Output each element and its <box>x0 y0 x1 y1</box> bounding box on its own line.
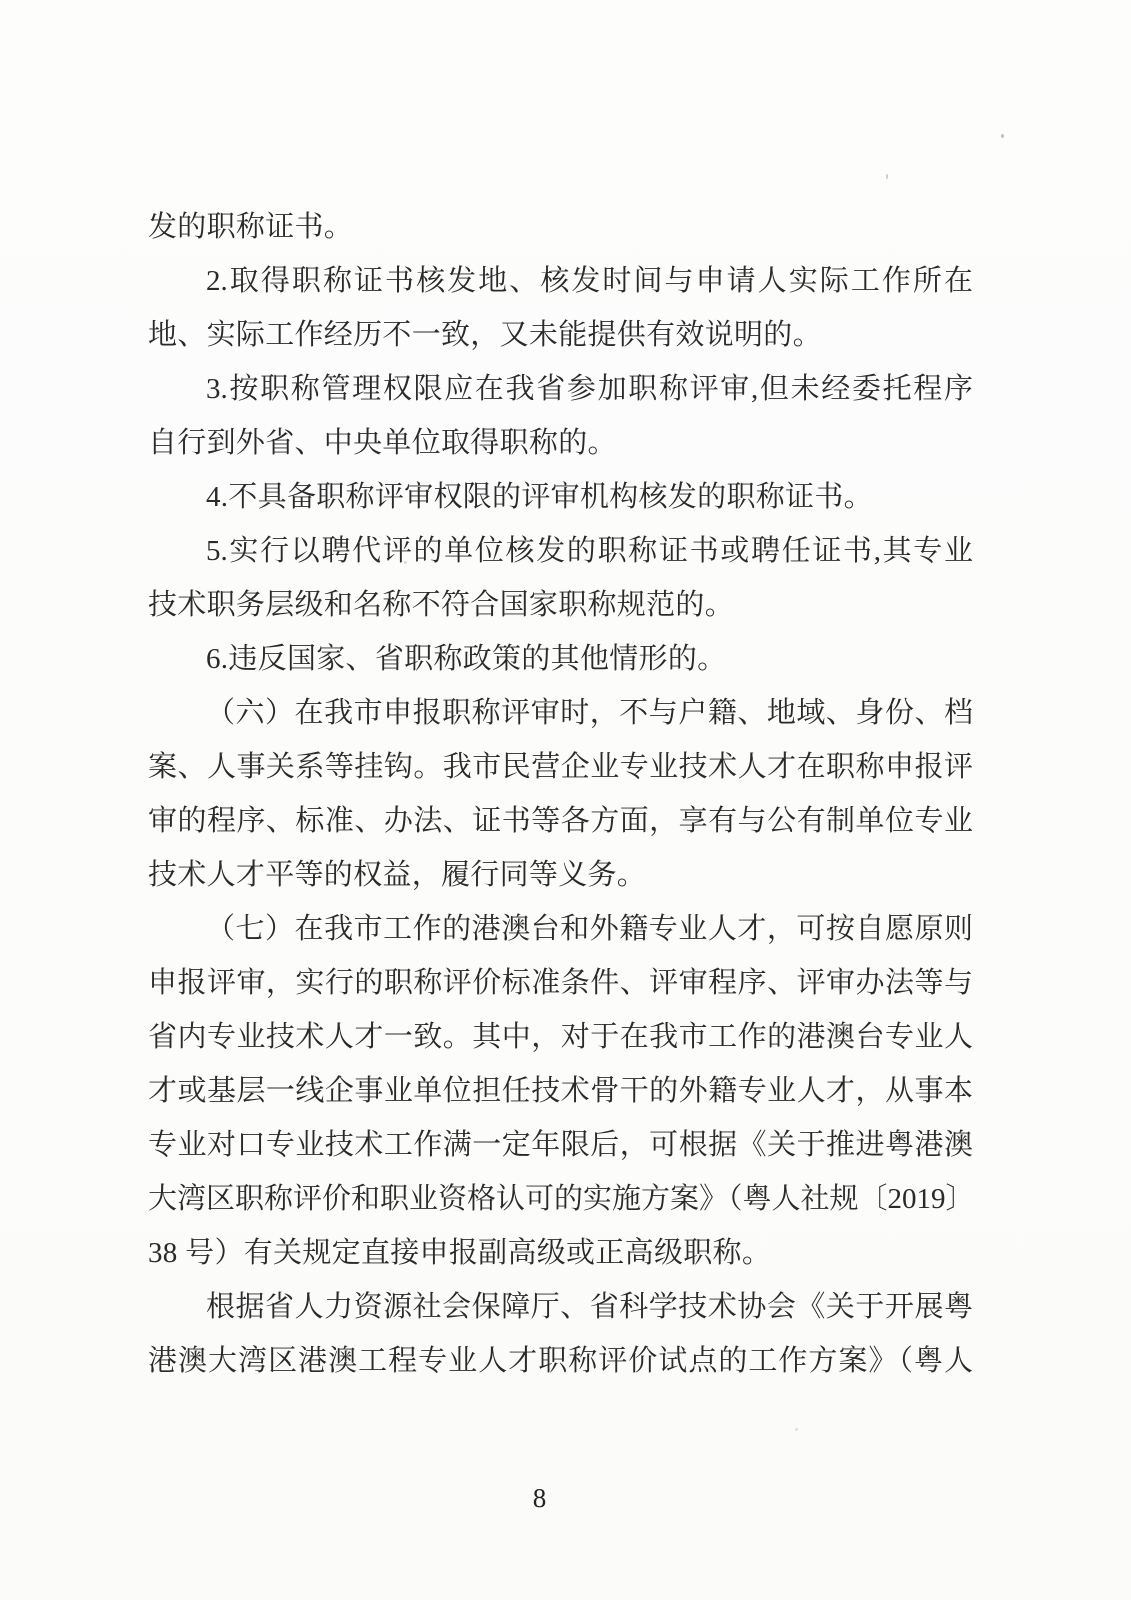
document-body <box>148 200 973 1388</box>
text-line: 大湾区职称评价和职业资格认可的实施方案》（粤人社规〔2019〕 <box>148 1183 975 1215</box>
text-line: 审的程序、标准、办法、证书等各方面，享有与公有制单位专业 <box>148 805 973 837</box>
page-number: 8 <box>532 1483 547 1513</box>
text-line: 技术人才平等的权益，履行同等义务。 <box>148 859 647 891</box>
text-line: （七）在我市工作的港澳台和外籍专业人才，可按自愿原则 <box>206 913 973 945</box>
scan-speck <box>795 1428 798 1431</box>
text-line: 技术职务层级和名称不符合国家职称规范的。 <box>148 589 735 621</box>
text-line: （六）在我市申报职称评审时，不与户籍、地域、身份、档 <box>206 697 973 729</box>
text-line: 6.违反国家、省职称政策的其他情形的。 <box>206 643 727 675</box>
text-line: 省内专业技术人才一致。其中，对于在我市工作的港澳台专业人 <box>148 1021 973 1053</box>
scan-speck <box>886 174 888 179</box>
text-line: 38 号）有关规定直接申报副高级或正高级职称。 <box>148 1237 772 1269</box>
text-line: 申报评审，实行的职称评价标准条件、评审程序、评审办法等与 <box>148 967 973 999</box>
text-line: 港澳大湾区港澳工程专业人才职称评价试点的工作方案》（粤人 <box>148 1345 973 1377</box>
text-line: 自行到外省、中央单位取得职称的。 <box>148 427 617 459</box>
text-line: 案、人事关系等挂钩。我市民营企业专业技术人才在职称申报评 <box>148 751 973 783</box>
text-line: 3.按职称管理权限应在我省参加职称评审,但未经委托程序 <box>206 373 973 405</box>
text-line: 2.取得职称证书核发地、核发时间与申请人实际工作所在 <box>206 265 973 297</box>
text-line: 专业对口专业技术工作满一定年限后，可根据《关于推进粤港澳 <box>148 1129 973 1161</box>
text-line: 根据省人力资源社会保障厅、省科学技术协会《关于开展粤 <box>206 1291 973 1323</box>
text-line: 地、实际工作经历不一致，又未能提供有效说明的。 <box>148 319 822 351</box>
text-line: 才或基层一线企事业单位担任技术骨干的外籍专业人才，从事本 <box>148 1075 973 1107</box>
text-line: 4.不具备职称评审权限的评审机构核发的职称证书。 <box>206 481 873 513</box>
text-line: 5.实行以聘代评的单位核发的职称证书或聘任证书,其专业 <box>206 535 973 567</box>
text-line: 发的职称证书。 <box>148 211 354 243</box>
scan-speck <box>1001 134 1004 138</box>
scan-speck <box>404 561 407 564</box>
